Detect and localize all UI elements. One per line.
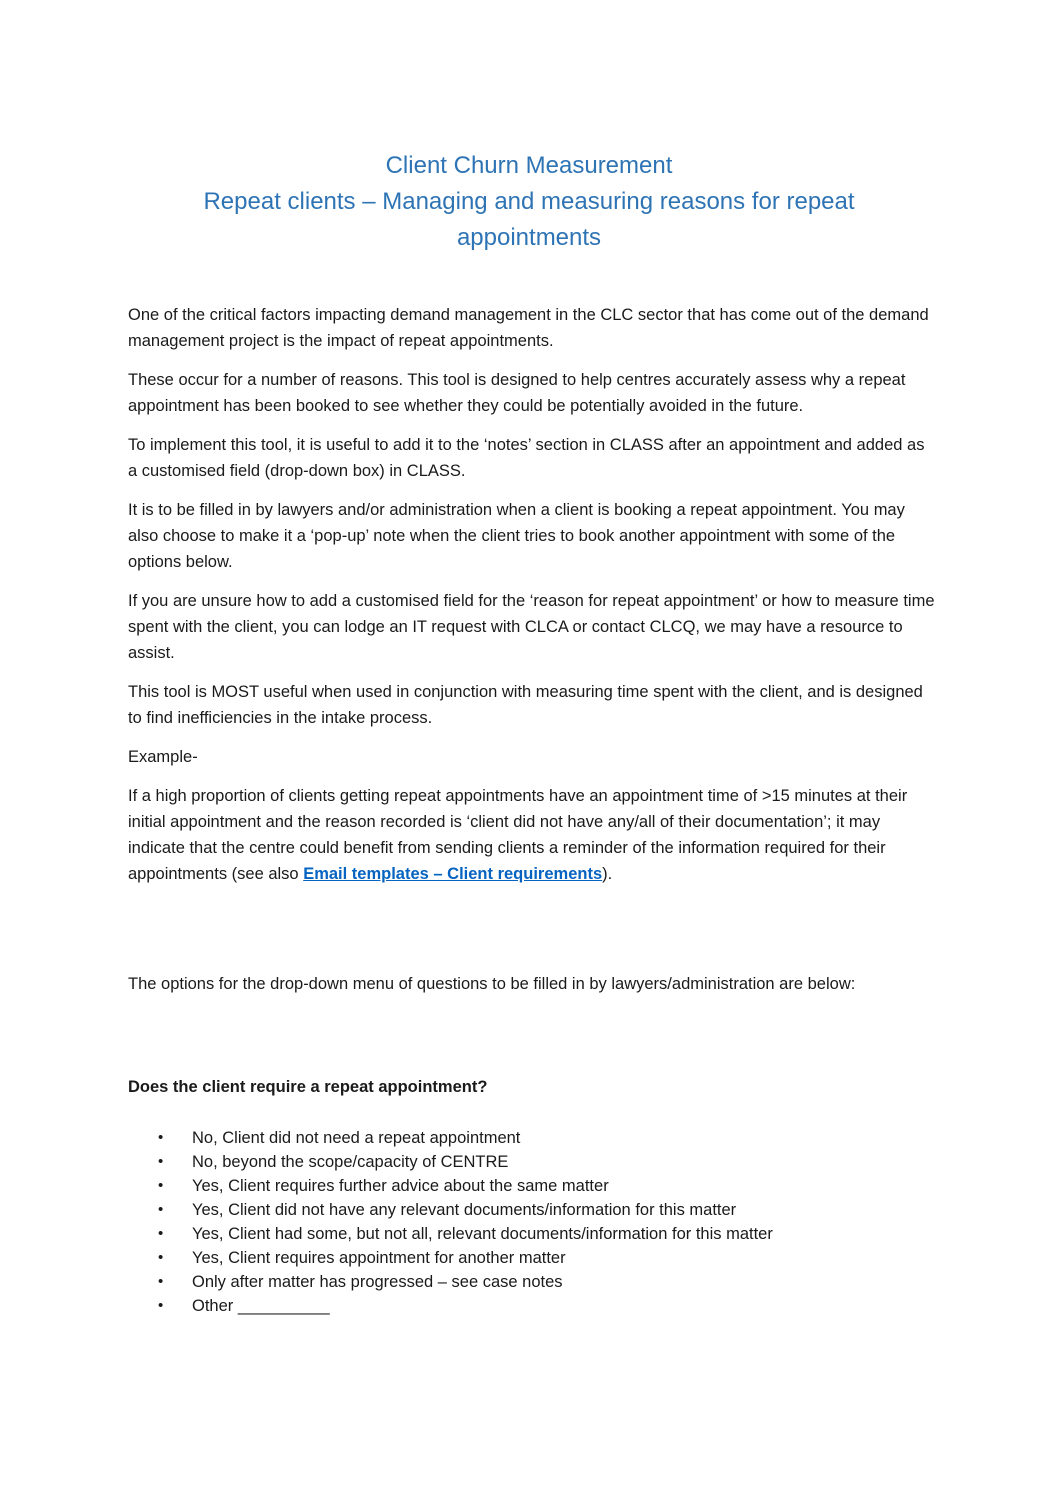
list-item (150, 1198, 773, 1222)
bullet-icon: • (158, 1297, 164, 1314)
options-intro: The options for the drop-down menu of questions to be filled in by lawyers/administration are below: (128, 975, 856, 993)
paragraph-7-text: If a high proportion of clients getting repeat appointments have an appointment time of >15 minutes at their initial appointment and the reason recorded is ‘client did not have any/all of their documentation’; it may indicate that the centre could benefit from sending clients a reminder of the information required for their appointments (see also (128, 787, 908, 883)
list-item (150, 1294, 773, 1318)
paragraph-7 (128, 783, 936, 887)
paragraph-1: One of the critical factors impacting demand management in the CLC sector that has come out of the demand management project is the impact of repeat appointments. (128, 306, 929, 350)
bullet-icon: • (158, 1129, 164, 1146)
list-item (150, 1246, 773, 1270)
bullet-icon: • (158, 1225, 164, 1242)
option-text: Other __________ (192, 1297, 330, 1315)
option-text: No, Client did not need a repeat appointment (192, 1129, 521, 1147)
option-text: Yes, Client had some, but not all, relevant documents/information for this matter (192, 1225, 773, 1243)
option-text: Yes, Client did not have any relevant documents/information for this matter (192, 1201, 737, 1219)
bullet-icon: • (158, 1177, 164, 1194)
list-item (150, 1222, 773, 1246)
example-label: Example- (128, 748, 198, 766)
option-text: Yes, Client requires appointment for another matter (192, 1249, 566, 1267)
email-templates-link[interactable]: Email templates – Client requirements (303, 865, 603, 883)
option-text: Only after matter has progressed – see case notes (192, 1273, 563, 1291)
bullet-icon: • (158, 1153, 164, 1170)
document-title (0, 148, 1058, 256)
list-item (150, 1174, 773, 1198)
paragraph-2: These occur for a number of reasons. This tool is designed to help centres accurately assess why a repeat appointment has been booked to see whether they could be potentially avoided in the future. (128, 371, 906, 415)
list-item (150, 1150, 773, 1174)
paragraph-6: This tool is MOST useful when used in conjunction with measuring time spent with the client, and is designed to find inefficiencies in the intake process. (128, 683, 923, 727)
body-text (128, 302, 936, 900)
option-text: Yes, Client requires further advice about the same matter (192, 1177, 609, 1195)
paragraph-4: It is to be filled in by lawyers and/or administration when a client is booking a repeat appointment. You may also choose to make it a ‘pop-up’ note when the client tries to book another appointment with some of the options below. (128, 501, 905, 571)
paragraph-5: If you are unsure how to add a customised field for the ‘reason for repeat appointment’ or how to measure time spent with the client, you can lodge an IT request with CLCA or contact CLCQ, we may have a resource to assist. (128, 592, 935, 662)
bullet-icon: • (158, 1273, 164, 1290)
question-heading: Does the client require a repeat appointment? (128, 1078, 488, 1096)
paragraph-3: To implement this tool, it is useful to add it to the ‘notes’ section in CLASS after an appointment and added as a customised field (drop-down box) in CLASS. (128, 436, 925, 480)
paragraph-7-tail: ). (602, 865, 613, 883)
options-list (150, 1126, 773, 1318)
option-text: No, beyond the scope/capacity of CENTRE (192, 1153, 509, 1171)
bullet-icon: • (158, 1249, 164, 1266)
title-line-1: Client Churn Measurement (385, 152, 673, 179)
bullet-icon: • (158, 1201, 164, 1218)
title-line-2: Repeat clients – Managing and measuring reasons for repeat appointments (203, 188, 855, 251)
list-item (150, 1270, 773, 1294)
list-item (150, 1126, 773, 1150)
